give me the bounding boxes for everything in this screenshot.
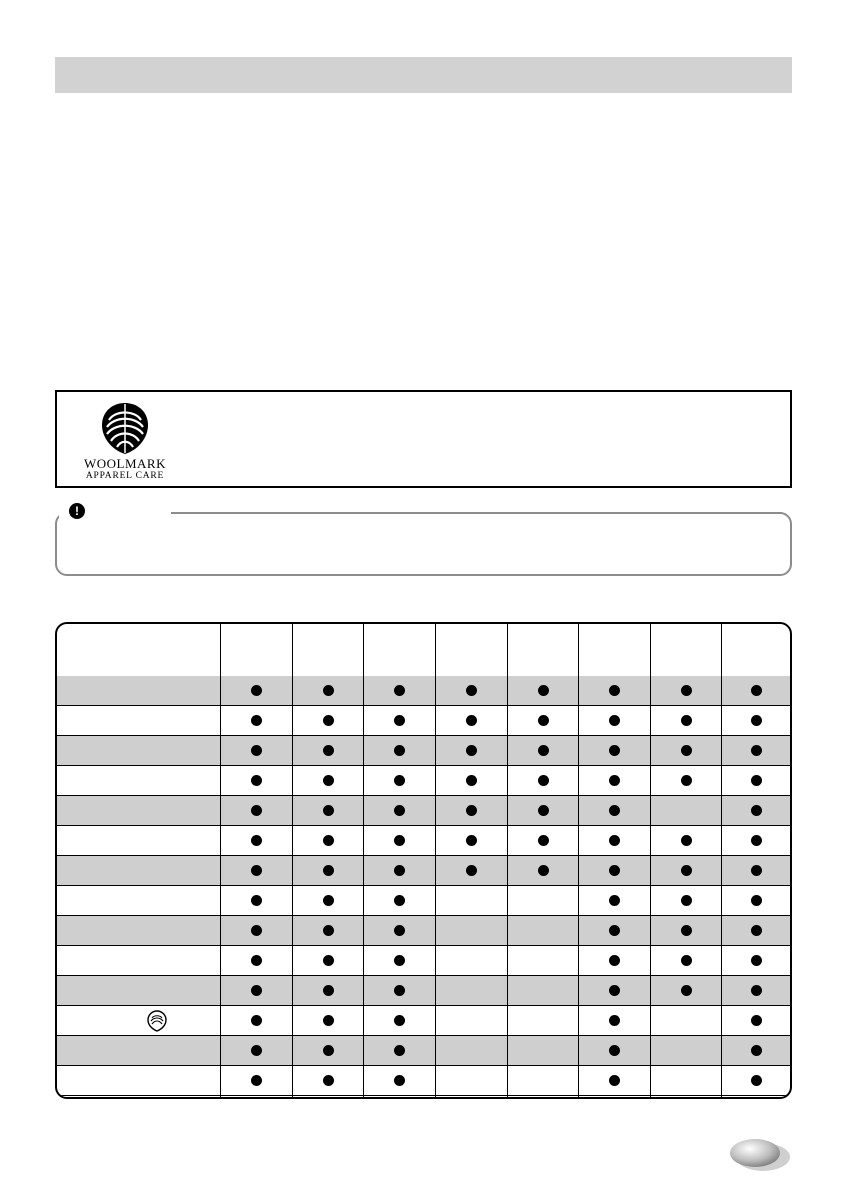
table-cell: [651, 796, 721, 825]
column-divider: [363, 624, 364, 1097]
column-divider: [507, 624, 508, 1097]
table-cell: [651, 1036, 721, 1065]
table-cell: [651, 1066, 721, 1095]
table-cell: [651, 1006, 721, 1035]
table-cell: [436, 736, 507, 765]
filled-dot: [681, 775, 692, 786]
note-box: [55, 504, 792, 576]
section-header-bar: [55, 57, 792, 93]
table-cell: [651, 676, 721, 705]
filled-dot: [394, 925, 405, 936]
table-cell: [508, 1066, 578, 1095]
table-cell: [293, 946, 363, 975]
filled-dot: [609, 715, 620, 726]
filled-dot: [251, 835, 262, 846]
column-divider: [435, 624, 436, 1097]
filled-dot: [681, 925, 692, 936]
exclamation-icon: !: [69, 503, 85, 519]
filled-dot: [323, 865, 334, 876]
table-cell: [722, 856, 790, 885]
filled-dot: [751, 775, 762, 786]
table-cell: [436, 706, 507, 735]
filled-dot: [681, 895, 692, 906]
table-cell: [651, 886, 721, 915]
table-row: [57, 946, 790, 976]
woolmark-small-icon: [146, 1010, 168, 1032]
filled-dot: [466, 805, 477, 816]
filled-dot: [394, 895, 405, 906]
table-cell: [364, 796, 435, 825]
table-cell: [722, 676, 790, 705]
filled-dot: [466, 745, 477, 756]
woolmark-subtitle: APPAREL CARE: [85, 471, 165, 481]
filled-dot: [681, 715, 692, 726]
filled-dot: [394, 775, 405, 786]
filled-dot: [251, 715, 262, 726]
table-cell: [436, 976, 507, 1005]
table-cell: [579, 1006, 650, 1035]
table-cell: [293, 766, 363, 795]
row-label-cell: [57, 1006, 220, 1035]
table-cell: [293, 706, 363, 735]
filled-dot: [609, 1075, 620, 1086]
row-label-cell: [57, 856, 220, 885]
filled-dot: [681, 685, 692, 696]
row-label-cell: [57, 1066, 220, 1095]
table-cell: [436, 766, 507, 795]
filled-dot: [251, 985, 262, 996]
table-cell: [221, 826, 292, 855]
table-cell: [436, 1066, 507, 1095]
filled-dot: [609, 1045, 620, 1056]
table-cell: [436, 826, 507, 855]
filled-dot: [394, 1075, 405, 1086]
table-cell: [722, 736, 790, 765]
row-label-cell: [57, 916, 220, 945]
table-cell: [293, 676, 363, 705]
filled-dot: [251, 1045, 262, 1056]
table-cell: [651, 856, 721, 885]
filled-dot: [751, 685, 762, 696]
filled-dot: [323, 775, 334, 786]
filled-dot: [681, 745, 692, 756]
table-cell: [508, 916, 578, 945]
table-cell: [364, 976, 435, 1005]
table-cell: [508, 856, 578, 885]
filled-dot: [394, 715, 405, 726]
filled-dot: [394, 955, 405, 966]
woolmark-logo: [75, 398, 175, 484]
column-divider: [650, 624, 651, 1097]
table-row: [57, 706, 790, 736]
row-label-cell: [57, 826, 220, 855]
filled-dot: [394, 1045, 405, 1056]
filled-dot: [538, 685, 549, 696]
table-cell: [508, 886, 578, 915]
filled-dot: [538, 715, 549, 726]
page-number-badge: [729, 1137, 791, 1173]
table-cell: [364, 946, 435, 975]
table-row: [57, 976, 790, 1006]
table-cell: [221, 1066, 292, 1095]
filled-dot: [609, 925, 620, 936]
column-divider: [220, 624, 221, 1097]
filled-dot: [681, 865, 692, 876]
filled-dot: [609, 865, 620, 876]
table-cell: [293, 856, 363, 885]
table-cell: [508, 706, 578, 735]
filled-dot: [538, 775, 549, 786]
filled-dot: [751, 1015, 762, 1026]
table-cell: [436, 796, 507, 825]
table-row: [57, 826, 790, 856]
column-divider: [578, 624, 579, 1097]
table-cell: [579, 946, 650, 975]
table-cell: [221, 1006, 292, 1035]
table-cell: [579, 676, 650, 705]
table-cell: [508, 946, 578, 975]
table-cell: [651, 946, 721, 975]
table-cell: [436, 916, 507, 945]
filled-dot: [751, 955, 762, 966]
table-cell: [364, 1036, 435, 1065]
table-cell: [293, 796, 363, 825]
column-divider: [292, 624, 293, 1097]
table-cell: [579, 886, 650, 915]
filled-dot: [466, 775, 477, 786]
filled-dot: [751, 895, 762, 906]
table-cell: [364, 1006, 435, 1035]
row-label-cell: [57, 676, 220, 705]
filled-dot: [394, 985, 405, 996]
filled-dot: [323, 955, 334, 966]
woolmark-info-box: [55, 390, 792, 488]
row-label-cell: [57, 946, 220, 975]
filled-dot: [751, 745, 762, 756]
table-cell: [579, 796, 650, 825]
table-cell: [651, 706, 721, 735]
filled-dot: [538, 745, 549, 756]
filled-dot: [394, 805, 405, 816]
filled-dot: [609, 1015, 620, 1026]
row-label-cell: [57, 976, 220, 1005]
table-row: [57, 1036, 790, 1066]
table-cell: [293, 826, 363, 855]
table-cell: [364, 886, 435, 915]
filled-dot: [466, 865, 477, 876]
table-row: [57, 676, 790, 706]
table-cell: [579, 826, 650, 855]
table-cell: [508, 766, 578, 795]
filled-dot: [323, 835, 334, 846]
woolmark-ball-icon: [93, 400, 157, 458]
woolmark-title: WOOLMARK: [84, 456, 166, 471]
compatibility-table: [55, 622, 792, 1099]
filled-dot: [609, 895, 620, 906]
table-cell: [579, 736, 650, 765]
filled-dot: [323, 1045, 334, 1056]
table-cell: [436, 886, 507, 915]
table-cell: [579, 976, 650, 1005]
table-row: [57, 1006, 790, 1036]
filled-dot: [251, 865, 262, 876]
table-cell: [722, 1006, 790, 1035]
table-cell: [221, 886, 292, 915]
filled-dot: [751, 1045, 762, 1056]
table-row: [57, 1066, 790, 1096]
filled-dot: [681, 835, 692, 846]
filled-dot: [538, 835, 549, 846]
filled-dot: [538, 805, 549, 816]
filled-dot: [609, 685, 620, 696]
table-cell: [579, 856, 650, 885]
table-cell: [364, 736, 435, 765]
table-cell: [651, 736, 721, 765]
table-cell: [293, 1066, 363, 1095]
filled-dot: [323, 925, 334, 936]
filled-dot: [466, 835, 477, 846]
row-label-cell: [57, 706, 220, 735]
table-cell: [221, 766, 292, 795]
table-row: [57, 766, 790, 796]
table-cell: [651, 976, 721, 1005]
table-cell: [579, 916, 650, 945]
table-cell: [579, 1066, 650, 1095]
filled-dot: [394, 835, 405, 846]
table-cell: [579, 766, 650, 795]
table-cell: [221, 796, 292, 825]
filled-dot: [323, 985, 334, 996]
table-cell: [508, 736, 578, 765]
filled-dot: [751, 805, 762, 816]
table-cell: [722, 796, 790, 825]
table-cell: [221, 736, 292, 765]
table-cell: [436, 946, 507, 975]
table-cell: [722, 1036, 790, 1065]
table-cell: [221, 946, 292, 975]
filled-dot: [466, 715, 477, 726]
filled-dot: [609, 805, 620, 816]
filled-dot: [323, 1015, 334, 1026]
filled-dot: [323, 745, 334, 756]
table-cell: [508, 826, 578, 855]
filled-dot: [394, 745, 405, 756]
table-cell: [508, 976, 578, 1005]
table-cell: [221, 706, 292, 735]
table-cell: [722, 1066, 790, 1095]
table-cell: [293, 976, 363, 1005]
table-cell: [651, 766, 721, 795]
filled-dot: [323, 1075, 334, 1086]
table-cell: [293, 886, 363, 915]
row-label-cell: [57, 1036, 220, 1065]
filled-dot: [751, 985, 762, 996]
table-cell: [508, 676, 578, 705]
filled-dot: [609, 775, 620, 786]
filled-dot: [323, 805, 334, 816]
row-label-cell: [57, 736, 220, 765]
table-cell: [508, 796, 578, 825]
note-divider: [177, 512, 782, 514]
filled-dot: [751, 1075, 762, 1086]
table-cell: [293, 916, 363, 945]
filled-dot: [751, 715, 762, 726]
table-cell: [722, 946, 790, 975]
table-row: [57, 856, 790, 886]
table-cell: [579, 1036, 650, 1065]
table-cell: [722, 766, 790, 795]
filled-dot: [681, 955, 692, 966]
table-cell: [722, 886, 790, 915]
column-divider: [721, 624, 722, 1097]
table-cell: [508, 1036, 578, 1065]
filled-dot: [251, 1015, 262, 1026]
filled-dot: [394, 865, 405, 876]
table-cell: [221, 856, 292, 885]
table-cell: [722, 706, 790, 735]
table-row: [57, 916, 790, 946]
filled-dot: [609, 985, 620, 996]
filled-dot: [466, 685, 477, 696]
table-row: [57, 796, 790, 826]
table-cell: [221, 916, 292, 945]
row-label-cell: [57, 796, 220, 825]
filled-dot: [394, 1015, 405, 1026]
filled-dot: [251, 1075, 262, 1086]
table-cell: [579, 706, 650, 735]
table-cell: [364, 916, 435, 945]
filled-dot: [251, 925, 262, 936]
table-cell: [364, 826, 435, 855]
filled-dot: [251, 895, 262, 906]
table-row: [57, 886, 790, 916]
filled-dot: [251, 775, 262, 786]
table-cell: [364, 766, 435, 795]
filled-dot: [751, 865, 762, 876]
filled-dot: [394, 685, 405, 696]
filled-dot: [251, 805, 262, 816]
row-label-cell: [57, 766, 220, 795]
filled-dot: [751, 925, 762, 936]
table-cell: [722, 916, 790, 945]
filled-dot: [323, 685, 334, 696]
table-cell: [293, 1006, 363, 1035]
table-row: [57, 736, 790, 766]
table-cell: [508, 1006, 578, 1035]
table-cell: [436, 856, 507, 885]
table-cell: [364, 856, 435, 885]
table-cell: [293, 1036, 363, 1065]
filled-dot: [251, 685, 262, 696]
row-label-cell: [57, 886, 220, 915]
table-cell: [651, 826, 721, 855]
table-cell: [364, 1066, 435, 1095]
table-cell: [651, 916, 721, 945]
filled-dot: [609, 955, 620, 966]
filled-dot: [609, 835, 620, 846]
filled-dot: [323, 715, 334, 726]
filled-dot: [609, 745, 620, 756]
table-cell: [293, 736, 363, 765]
filled-dot: [681, 985, 692, 996]
filled-dot: [538, 865, 549, 876]
table-cell: [436, 676, 507, 705]
filled-dot: [751, 835, 762, 846]
table-header-row: [57, 624, 790, 677]
table-cell: [722, 976, 790, 1005]
filled-dot: [251, 745, 262, 756]
table-cell: [436, 1006, 507, 1035]
filled-dot: [323, 895, 334, 906]
table-cell: [364, 676, 435, 705]
filled-dot: [251, 955, 262, 966]
table-cell: [221, 676, 292, 705]
table-cell: [221, 1036, 292, 1065]
table-cell: [364, 706, 435, 735]
table-cell: [221, 976, 292, 1005]
table-cell: [436, 1036, 507, 1065]
table-cell: [722, 826, 790, 855]
